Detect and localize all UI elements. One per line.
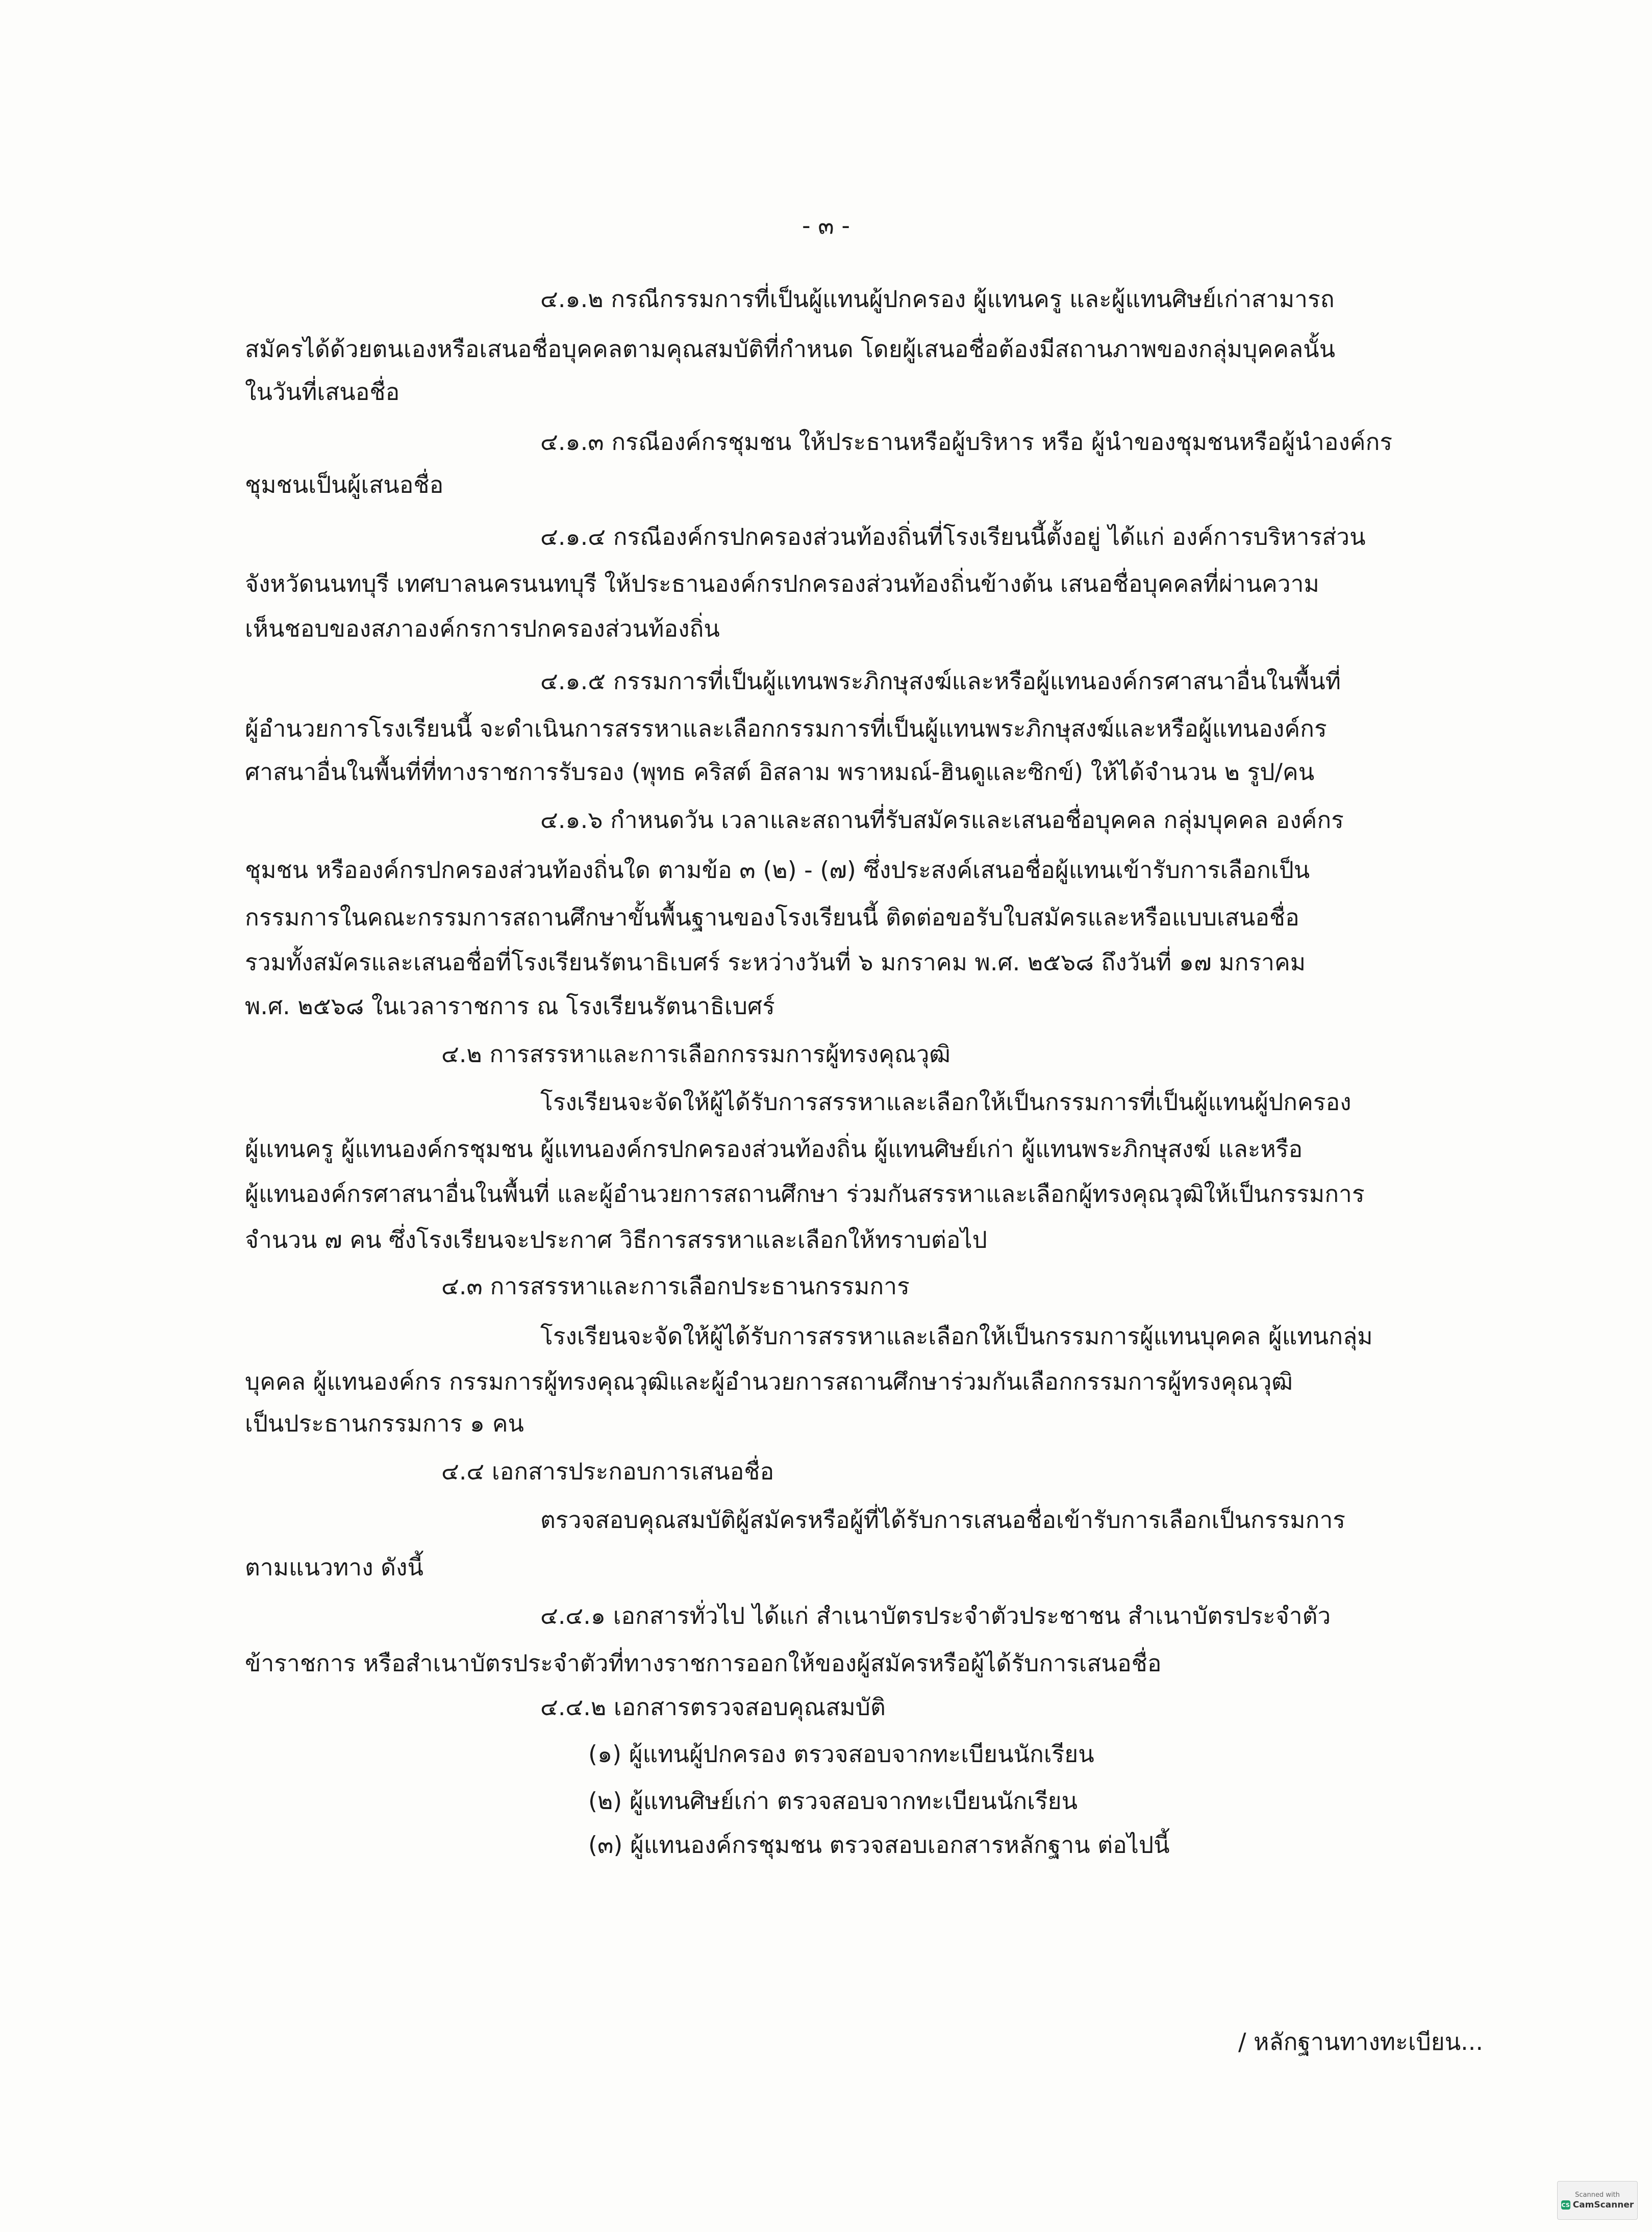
text-line: ๔.๑.๒ กรณีกรรมการที่เป็นผู้แทนผู้ปกครอง ผู้แทนครู และผู้แทนศิษย์เก่าสามารถ <box>540 285 1335 313</box>
text-line: ผู้อำนวยการโรงเรียนนี้ จะดำเนินการสรรหาและเลือกกรรมการที่เป็นผู้แทนพระภิกษุสงฆ์และหรือผู้แทนองค์กร <box>245 715 1327 742</box>
text-line: ศาสนาอื่นในพื้นที่ที่ทางราชการรับรอง (พุทธ คริสต์ อิสลาม พราหมณ์-ฮินดูและซิกข์) ให้ได้จำนวน ๒ รูป/คน <box>245 758 1315 786</box>
camscanner-badge <box>1557 2181 1638 2220</box>
text-line: ๔.๒ การสรรหาและการเลือกกรรมการผู้ทรงคุณวุฒิ <box>441 1040 950 1068</box>
text-line: ผู้แทนครู ผู้แทนองค์กรชุมชน ผู้แทนองค์กรปกครองส่วนท้องถิ่น ผู้แทนศิษย์เก่า ผู้แทนพระภิกษุสงฆ์ และหรือ <box>245 1135 1303 1163</box>
text-line: ข้าราชการ หรือสำเนาบัตรประจำตัวที่ทางราชการออกให้ของผู้สมัครหรือผู้ได้รับการเสนอชื่อ <box>245 1649 1162 1677</box>
text-line: บุคคล ผู้แทนองค์กร กรรมการผู้ทรงคุณวุฒิและผู้อำนวยการสถานศึกษาร่วมกันเลือกกรรมการผู้ทรงคุณวุฒิ <box>245 1368 1293 1395</box>
text-line: โรงเรียนจะจัดให้ผู้ได้รับการสรรหาและเลือกให้เป็นกรรมการผู้แทนบุคคล ผู้แทนกลุ่ม <box>540 1322 1373 1350</box>
text-line: ๔.๓ การสรรหาและการเลือกประธานกรรมการ <box>441 1272 910 1300</box>
text-line: (๑) ผู้แทนผู้ปกครอง ตรวจสอบจากทะเบียนนักเรียน <box>588 1740 1094 1768</box>
text-line: โรงเรียนจะจัดให้ผู้ได้รับการสรรหาและเลือกให้เป็นกรรมการที่เป็นผู้แทนผู้ปกครอง <box>540 1088 1351 1116</box>
text-line: (๓) ผู้แทนองค์กรชุมชน ตรวจสอบเอกสารหลักฐาน ต่อไปนี้ <box>588 1831 1170 1859</box>
text-line: ๔.๑.๓ กรณีองค์กรชุมชน ให้ประธานหรือผู้บริหาร หรือ ผู้นำของชุมชนหรือผู้นำองค์กร <box>540 428 1393 456</box>
text-line: ผู้แทนองค์กรศาสนาอื่นในพื้นที่ และผู้อำนวยการสถานศึกษา ร่วมกันสรรหาและเลือกผู้ทรงคุณวุฒิให้เป็นกรรมการ <box>245 1180 1365 1208</box>
text-line: สมัครได้ด้วยตนเองหรือเสนอชื่อบุคคลตามคุณสมบัติที่กำหนด โดยผู้เสนอชื่อต้องมีสถานภาพของกลุ่มบุคคลนั้น <box>245 335 1336 363</box>
text-line: ๔.๔ เอกสารประกอบการเสนอชื่อ <box>441 1458 774 1485</box>
text-line: ตามแนวทาง ดังนี้ <box>245 1553 423 1581</box>
page-number: - ๓ - <box>802 212 850 239</box>
camscanner-logo-icon: CS <box>1561 2200 1570 2210</box>
continuation-text: / หลักฐานทางทะเบียน... <box>1238 2028 1483 2055</box>
text-line: เป็นประธานกรรมการ ๑ คน <box>245 1410 524 1437</box>
text-line: จังหวัดนนทบุรี เทศบาลนครนนทบุรี ให้ประธานองค์กรปกครองส่วนท้องถิ่นข้างต้น เสนอชื่อบุคคลที่ผ่านความ <box>245 570 1319 597</box>
text-line: ในวันที่เสนอชื่อ <box>245 378 400 406</box>
scanned-with-label: Scanned with <box>1575 2191 1620 2199</box>
text-line: เห็นชอบของสภาองค์กรการปกครองส่วนท้องถิ่น <box>245 615 720 642</box>
text-line: ๔.๔.๒ เอกสารตรวจสอบคุณสมบัติ <box>540 1693 886 1721</box>
text-line: จำนวน ๗ คน ซึ่งโรงเรียนจะประกาศ วิธีการสรรหาและเลือกให้ทราบต่อไป <box>245 1226 987 1253</box>
text-line: รวมทั้งสมัครและเสนอชื่อที่โรงเรียนรัตนาธิเบศร์ ระหว่างวันที่ ๖ มกราคม พ.ศ. ๒๕๖๘ ถึงวันที่ ๑๗ มกราคม <box>245 948 1306 976</box>
text-line: ชุมชน หรือองค์กรปกครองส่วนท้องถิ่นใด ตามข้อ ๓ (๒) - (๗) ซึ่งประสงค์เสนอชื่อผู้แทนเข้ารับการเลือกเป็น <box>245 856 1310 884</box>
text-line: ๔.๔.๑ เอกสารทั่วไป ได้แก่ สำเนาบัตรประจำตัวประชาชน สำเนาบัตรประจำตัว <box>540 1602 1331 1629</box>
text-line: ชุมชนเป็นผู้เสนอชื่อ <box>245 471 444 498</box>
text-line: (๒) ผู้แทนศิษย์เก่า ตรวจสอบจากทะเบียนนักเรียน <box>588 1787 1078 1815</box>
camscanner-brand: CamScanner <box>1572 2200 1634 2210</box>
text-line: พ.ศ. ๒๕๖๘ ในเวลาราชการ ณ โรงเรียนรัตนาธิเบศร์ <box>245 992 775 1020</box>
text-line: ๔.๑.๖ กำหนดวัน เวลาและสถานที่รับสมัครและเสนอชื่อบุคคล กลุ่มบุคคล องค์กร <box>540 806 1344 834</box>
text-line: ตรวจสอบคุณสมบัติผู้สมัครหรือผู้ที่ได้รับการเสนอชื่อเข้ารับการเลือกเป็นกรรมการ <box>540 1506 1345 1534</box>
text-line: ๔.๑.๕ กรรมการที่เป็นผู้แทนพระภิกษุสงฆ์และหรือผู้แทนองค์กรศาสนาอื่นในพื้นที่ <box>540 667 1341 695</box>
text-line: กรรมการในคณะกรรมการสถานศึกษาขั้นพื้นฐานของโรงเรียนนี้ ติดต่อขอรับใบสมัครและหรือแบบเสนอชื่อ <box>245 904 1299 931</box>
text-line: ๔.๑.๔ กรณีองค์กรปกครองส่วนท้องถิ่นที่โรงเรียนนี้ตั้งอยู่ ได้แก่ องค์การบริหารส่วน <box>540 523 1366 550</box>
